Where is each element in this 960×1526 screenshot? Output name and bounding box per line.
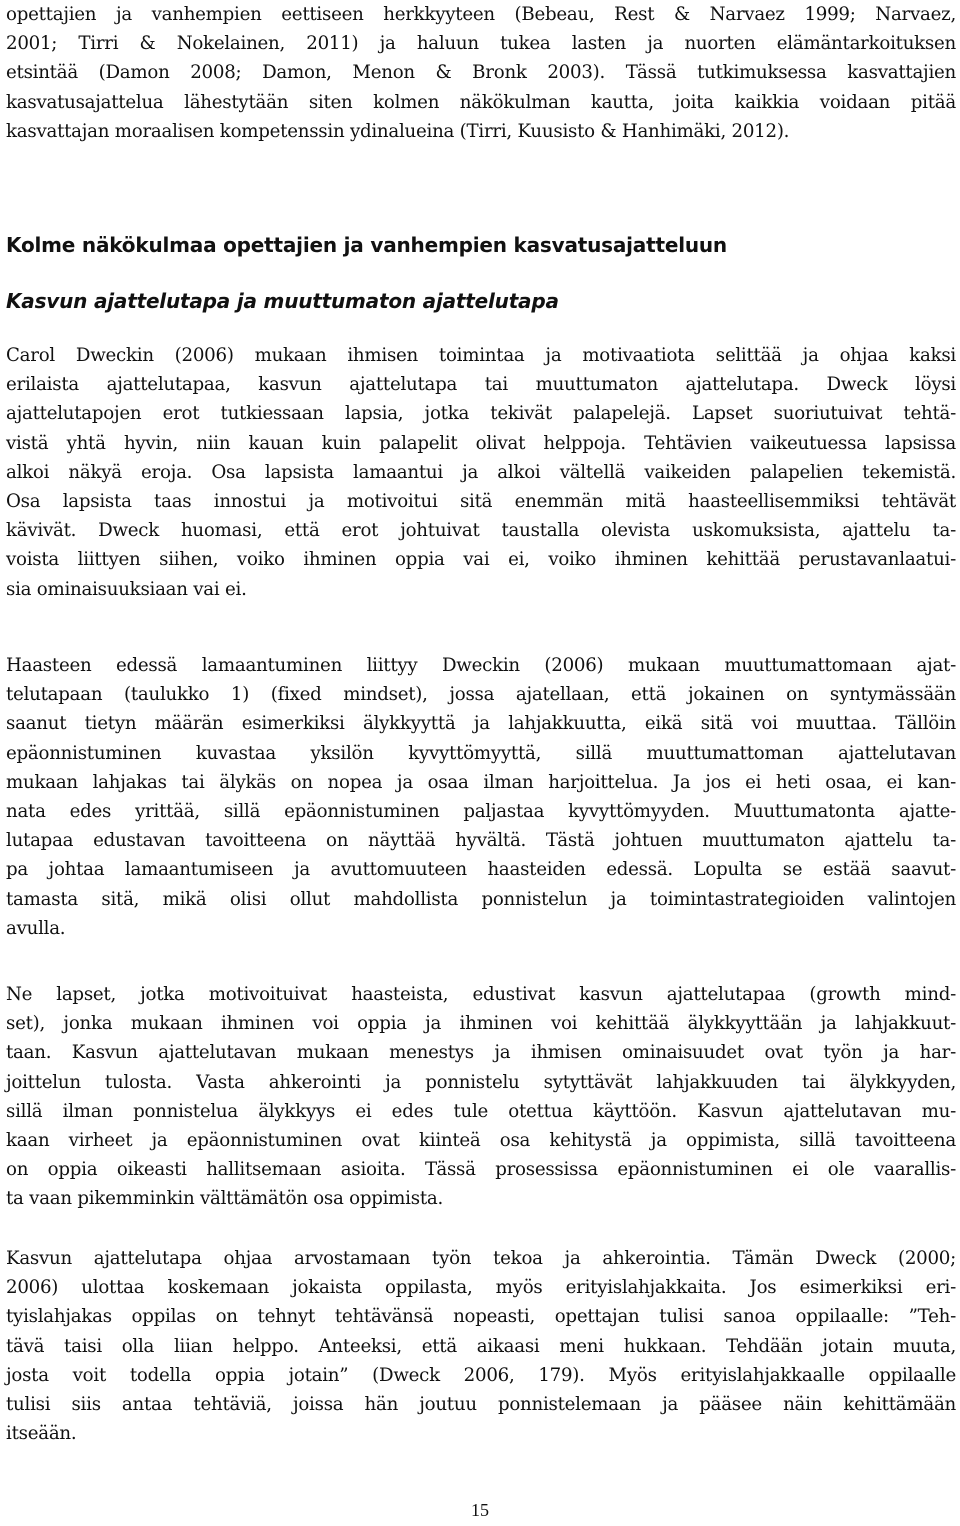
intro-paragraph bbox=[6, 0, 956, 146]
text-line: lutapaa edustavan tavoitteena on näyttää hyvältä. Tästä johtuen muuttumaton ajattelu ta- bbox=[6, 830, 956, 852]
paragraph-gifted-students bbox=[6, 1244, 956, 1448]
text-line: telutapaan (taulukko 1) (fixed mindset), jossa ajatellaan, että jokainen on syntymässään bbox=[6, 684, 956, 706]
text-line: opettajien ja vanhempien eettiseen herkkyyteen (Bebeau, Rest & Narvaez 1999; Narvaez, bbox=[6, 4, 956, 25]
text-line: itseään. bbox=[6, 1423, 77, 1445]
text-line: erilaista ajattelutapaa, kasvun ajattelutapa tai muuttumaton ajattelutapa. Dweck löysi bbox=[6, 374, 956, 396]
page-number: 15 bbox=[471, 1500, 489, 1520]
text-line: kävivät. Dweck huomasi, että erot johtuivat taustalla olevista uskomuksista, ajattelu ta- bbox=[6, 520, 956, 542]
text-line: Osa lapsista taas innostui ja motivoitui sitä enemmän mitä haasteellisemmiksi tehtävät bbox=[6, 490, 956, 512]
text-line: nata edes yrittää, sillä epäonnistuminen paljastaa kyvyttömyyden. Muuttumatonta ajatte- bbox=[6, 800, 956, 822]
text-line: ajattelutapojen erot tutkiessaan lapsia, jotka tekivät palapelejä. Lapset suoriutuivat tehtä- bbox=[6, 403, 956, 425]
text-line: Carol Dweckin (2006) mukaan ihmisen toimintaa ja motivaatiota selittää ja ohjaa kaksi bbox=[6, 345, 956, 366]
section-heading: Kolme näkökulmaa opettajien ja vanhempien kasvatusajatteluun bbox=[6, 233, 727, 257]
text-line: tyislahjakas oppilas on tehnyt tehtävänsä nopeasti, opettajan tulisi sanoa oppilaalle: ”Teh- bbox=[6, 1306, 956, 1328]
text-line: Haasteen edessä lamaantuminen liittyy Dweckin (2006) mukaan muuttumattomaan ajat- bbox=[6, 655, 956, 676]
text-line: tulisi siis antaa tehtäviä, joissa hän joutuu ponnistelemaan ja pääsee näin kehittämään bbox=[6, 1393, 956, 1415]
text-line: joittelun tulosta. Vasta ahkerointi ja ponnistelu sytyttävät lahjakkuuden tai älykkyyden, bbox=[6, 1071, 956, 1093]
text-line: tamasta sitä, mikä olisi ollut mahdollista ponnistelun ja toimintastrategioiden valintojen bbox=[6, 888, 956, 910]
text-line: mukaan lahjakas tai älykäs on nopea ja osaa ilman harjoittelua. Ja jos ei heti osaa, ei kan- bbox=[6, 771, 956, 793]
text-line: saanut tietyn määrän esimerkiksi älykkyyttä ja lahjakkuutta, eikä sitä voi muuttaa. Tällöin bbox=[6, 713, 956, 735]
text-line: sia ominaisuuksiaan vai ei. bbox=[6, 578, 247, 600]
text-line: on oppia oikeasti hallitsemaan asioita. Tässä prosessissa epäonnistuminen ei ole vaarallis- bbox=[6, 1159, 956, 1181]
text-line: epäonnistuminen kuvastaa yksilön kyvyttömyyttä, sillä muuttumattoman ajattelutavan bbox=[6, 742, 956, 764]
text-line: tävä taisi olla liian helppo. Anteeksi, että aikaasi meni hukkaan. Tehdään jotain muuta, bbox=[6, 1335, 956, 1357]
text-line: set), jonka mukaan ihminen voi oppia ja ihminen voi kehittää älykkyyttään ja lahjakkuut- bbox=[6, 1013, 956, 1035]
paragraph-growth-mindset bbox=[6, 980, 956, 1214]
text-line: Kasvun ajattelutapa ohjaa arvostamaan työn tekoa ja ahkerointia. Tämän Dweck (2000; bbox=[6, 1248, 956, 1269]
text-line: 2006) ulottaa koskemaan jokaista oppilasta, myös erityislahjakkaita. Jos esimerkiksi eri- bbox=[6, 1277, 956, 1299]
text-line: 2001; Tirri & Nokelainen, 2011) ja haluun tukea lasten ja nuorten elämäntarkoituksen bbox=[6, 33, 956, 55]
text-line: vistä yhtä hyvin, niin kauan kuin palapelit olivat helppoja. Tehtävien vaikeutuessa lapsissa bbox=[6, 432, 956, 454]
text-line: josta voit todella oppia jotain” (Dweck 2006, 179). Myös erityislahjakkaalle oppilaalle bbox=[6, 1364, 956, 1386]
text-line: kasvattajan moraalisen kompetenssin ydinalueina (Tirri, Kuusisto & Hanhimäki, 2012). bbox=[6, 120, 790, 142]
paragraph-fixed-mindset bbox=[6, 651, 956, 943]
subsection-heading: Kasvun ajattelutapa ja muuttumaton ajattelutapa bbox=[6, 289, 559, 313]
text-line: pa johtaa lamaantumiseen ja avuttomuuteen haasteiden edessä. Lopulta se estää saavut- bbox=[6, 859, 956, 881]
text-line: kasvatusajattelua lähestytään siten kolmen näkökulman kautta, joita kaikkia voidaan pitää bbox=[6, 91, 956, 113]
text-line: ta vaan pikemminkin välttämätön osa oppimista. bbox=[6, 1188, 444, 1210]
text-line: avulla. bbox=[6, 917, 66, 939]
text-line: sillä ilman ponnistelua älykkyys ei edes tule otettua käyttöön. Kasvun ajattelutavan mu- bbox=[6, 1100, 956, 1122]
paragraph-fixed-and-growth-mindset bbox=[6, 341, 956, 604]
text-line: alkoi näkyä eroja. Osa lapsista lamaantui ja alkoi vältellä vaikeiden palapelien tekemistä. bbox=[6, 461, 956, 483]
text-line: etsintää (Damon 2008; Damon, Menon & Bronk 2003). Tässä tutkimuksessa kasvattajien bbox=[6, 62, 956, 84]
text-line: kaan virheet ja epäonnistuminen ovat kiinteä osa kehitystä ja oppimista, sillä tavoitteena bbox=[6, 1129, 956, 1151]
text-line: voista liittyen siihen, voiko ihminen oppia vai ei, voiko ihminen kehittää perustavanlaatui- bbox=[6, 549, 956, 571]
text-line: taan. Kasvun ajattelutavan mukaan menestys ja ihmisen ominaisuudet ovat työn ja har- bbox=[6, 1042, 956, 1064]
text-line: Ne lapset, jotka motivoituivat haasteista, edustivat kasvun ajattelutapaa (growth mind- bbox=[6, 984, 956, 1005]
